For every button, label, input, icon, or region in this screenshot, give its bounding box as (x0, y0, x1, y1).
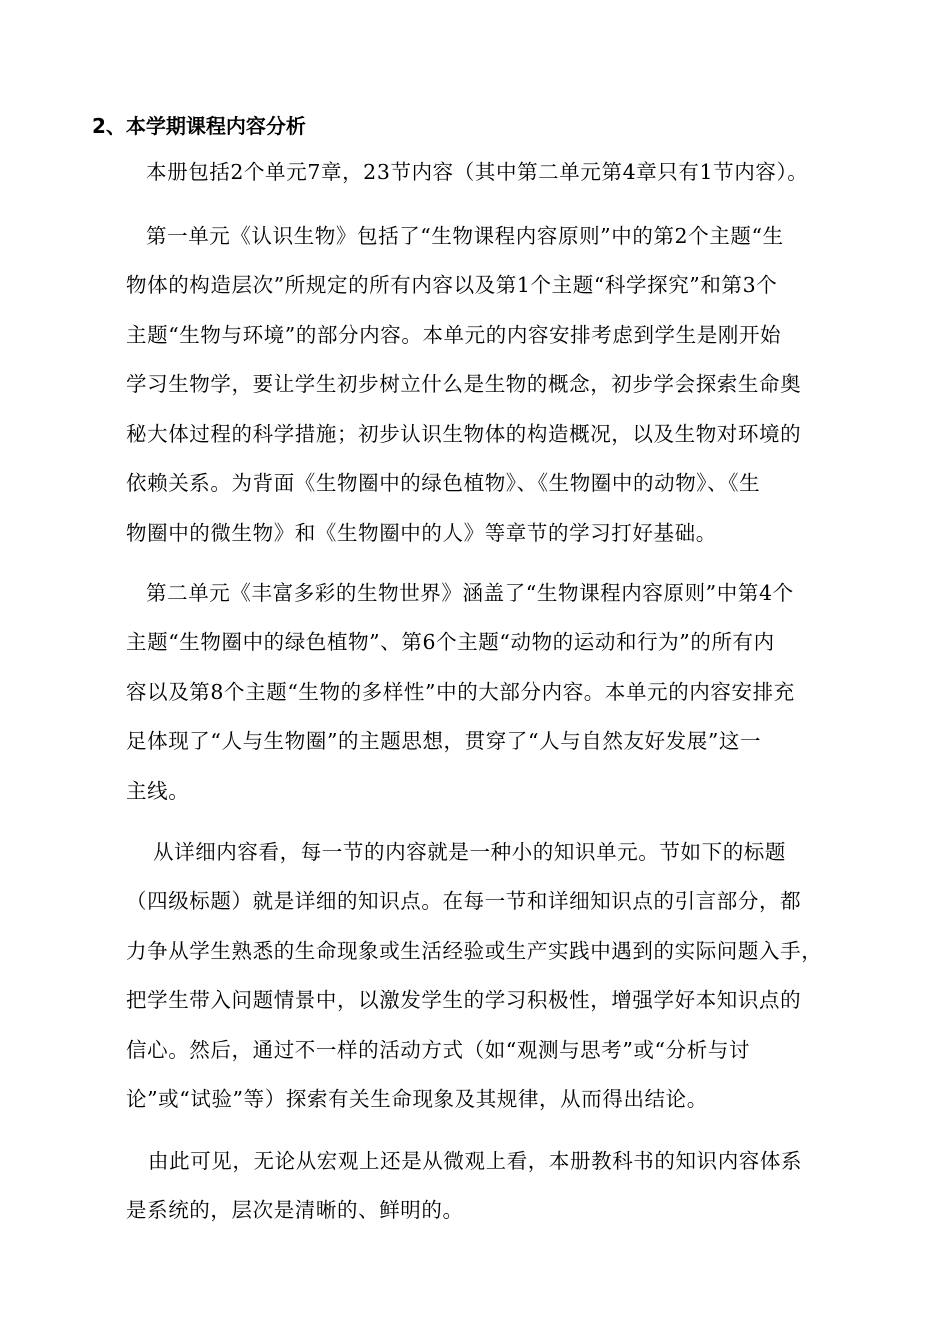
text-line: 论”或“试验”等）探索有关生命现象及其规律，从而得出结论。 (126, 1087, 708, 1111)
text-line: 力争从学生熟悉的生命现象或生活经验或生产实践中遇到的实际问题入手， (126, 939, 823, 963)
text-line: 容以及第8个主题“生物的多样性”中的大部分内容。本单元的内容安排充 (126, 680, 795, 704)
text-line: 由此可见，无论从宏观上还是从微观上看，本册教科书的知识内容体系 (148, 1149, 803, 1173)
section-heading: 2、本学期课程内容分析 (92, 114, 306, 138)
text-line: 第一单元《认识生物》包括了“生物课程内容原则”中的第2个主题“生 (146, 224, 784, 248)
text-line: 依赖关系。为背面《生物圈中的绿色植物》、《生物圈中的动物》、《生 (126, 471, 761, 495)
text-line: 信心。然后，通过不一样的活动方式（如“观测与思考”或“分析与讨 (126, 1038, 751, 1062)
text-line: 本册包括2个单元7章，23节内容（其中第二单元第4章只有1节内容）。 (146, 160, 809, 184)
text-line: 从详细内容看，每一节的内容就是一种小的知识单元。节如下的标题 (153, 840, 786, 864)
text-line: 主线。 (126, 779, 190, 803)
text-line: 足体现了“人与生物圈”的主题思想，贯穿了“人与自然友好发展”这一 (126, 729, 762, 753)
text-line: 是系统的，层次是清晰的、鲜明的。 (126, 1198, 464, 1222)
text-line: 物圈中的微生物》和《生物圈中的人》等章节的学习打好基础。 (126, 521, 717, 545)
text-line: 主题“生物圈中的绿色植物”、第6个主题“动物的运动和行为”的所有内 (126, 630, 775, 654)
text-line: 把学生带入问题情景中，以激发学生的学习积极性，增强学好本知识点的 (126, 988, 802, 1012)
text-line: 第二单元《丰富多彩的生物世界》涵盖了“生物课程内容原则”中第4个 (146, 581, 794, 605)
text-line: （四级标题）就是详细的知识点。在每一节和详细知识点的引言部分，都 (126, 889, 802, 913)
text-line: 主题“生物与环境”的部分内容。本单元的内容安排考虑到学生是刚开始 (126, 323, 782, 347)
text-line: 物体的构造层次”所规定的所有内容以及第1个主题“科学探究”和第3个 (126, 273, 778, 297)
text-line: 学习生物学，要让学生初步树立什么是生物的概念，初步学会探索生命奥 (126, 372, 802, 396)
text-line: 秘大体过程的科学措施；初步认识生物体的构造概况，以及生物对环境的 (126, 422, 802, 446)
